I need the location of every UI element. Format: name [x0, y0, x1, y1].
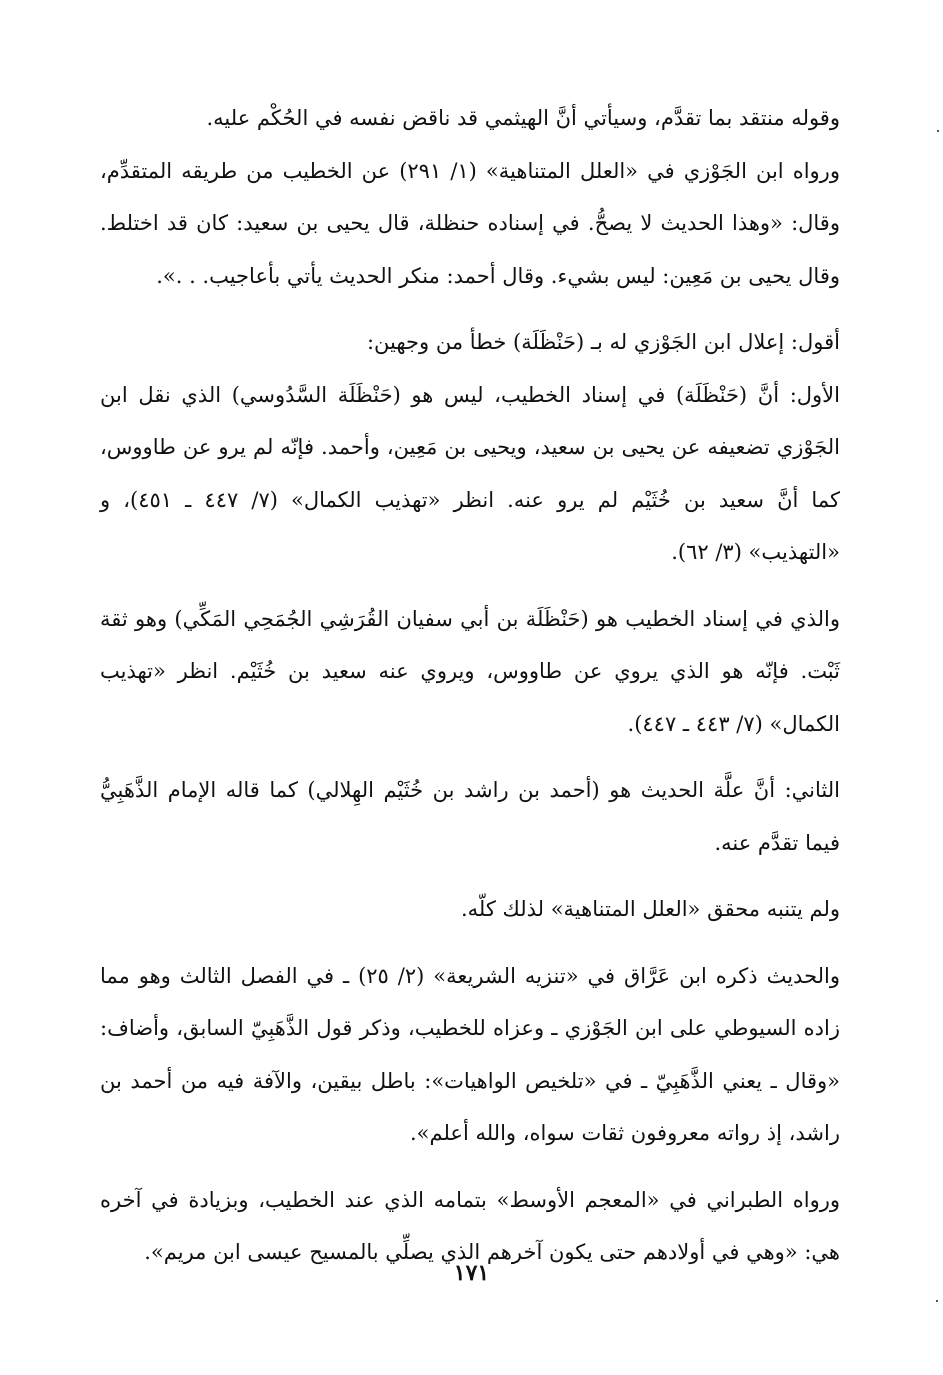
paragraph-9: ورواه الطبراني في «المعجم الأوسط» بتمامه الذي عند الخطيب، وبزيادة في آخره هي: «وهي في أولادهم حتى يكون آخرهم الذي يصلِّي بالمسيح عيسى ابن مريم». — [100, 1187, 840, 1264]
paragraph-5: والذي في إسناد الخطيب هو (حَنْظَلَة بن أبي سفيان القُرَشِي الجُمَحِي المَكِّي) وهو ثقة ثَبْت. فإنّه هو الذي يروي عن طاووس، ويروي عنه سعيد بن خُثَيْم. انظر «تهذيب الكمال» (٧/ ٤٤٣ ـ ٤٤٧). — [100, 606, 840, 736]
paragraph-1: وقوله منتقد بما تقدَّم، وسيأتي أنَّ الهيثمي قد ناقض نفسه في الحُكْم عليه. — [206, 106, 840, 130]
scan-speck — [936, 1300, 938, 1302]
page-number: ١٧١ — [453, 1260, 490, 1286]
paragraph-3: أقول: إعلال ابن الجَوْزي له بـ (حَنْظَلَة) خطأ من وجهين: — [366, 330, 840, 354]
paragraph-7: ولم يتنبه محقق «العلل المتناهية» لذلك كلّه. — [460, 897, 840, 921]
paragraph-4: الأول: أنَّ (حَنْظَلَة) في إسناد الخطيب، ليس هو (حَنْظَلَة السَّدُوسي) الذي نقل ابن الجَوْزي تضعيفه عن يحيى بن سعيد، ويحيى بن مَعِين، وأحمد. فإنّه لم يرو عن طاووس، كما أنَّ سعيد بن خُثَيْم لم يرو عنه. انظر «تهذيب الكمال» (٧/ ٤٤٧ ـ ٤٥١)، و «التهذيب» (٣/ ٦٢). — [100, 382, 840, 564]
page-body — [100, 92, 840, 1279]
paragraph-8: والحديث ذكره ابن عَرَّاق في «تنزيه الشريعة» (٢/ ٢٥) ـ في الفصل الثالث وهو مما زاده السيوطي على ابن الجَوْزي ـ وعزاه للخطيب، وذكر قول الذَّهَبِيّ السابق، وأضاف: «وقال ـ يعني الذَّهَبِيّ ـ في «تلخيص الواهيات»: باطل بيقين، والآفة فيه من أحمد بن راشد، إذ رواته معروفون ثقات سواه، والله أعلم». — [100, 963, 840, 1145]
paragraph-6: الثاني: أنَّ علَّة الحديث هو (أحمد بن راشد بن خُثَيْم الهِلالي) كما قاله الإمام الذَّهَبِيُّ فيما تقدَّم عنه. — [100, 778, 840, 855]
paragraph-2: ورواه ابن الجَوْزي في «العلل المتناهية» (١/ ٢٩١) عن الخطيب من طريقه المتقدِّم، وقال: «وهذا الحديث لا يصحُّ. في إسناده حنظلة، قال يحيى بن سعيد: كان قد اختلط. وقال يحيى بن مَعِين: ليس بشيء. وقال أحمد: منكر الحديث يأتي بأعاجيب. . .». — [100, 158, 840, 288]
scan-speck — [937, 130, 939, 132]
